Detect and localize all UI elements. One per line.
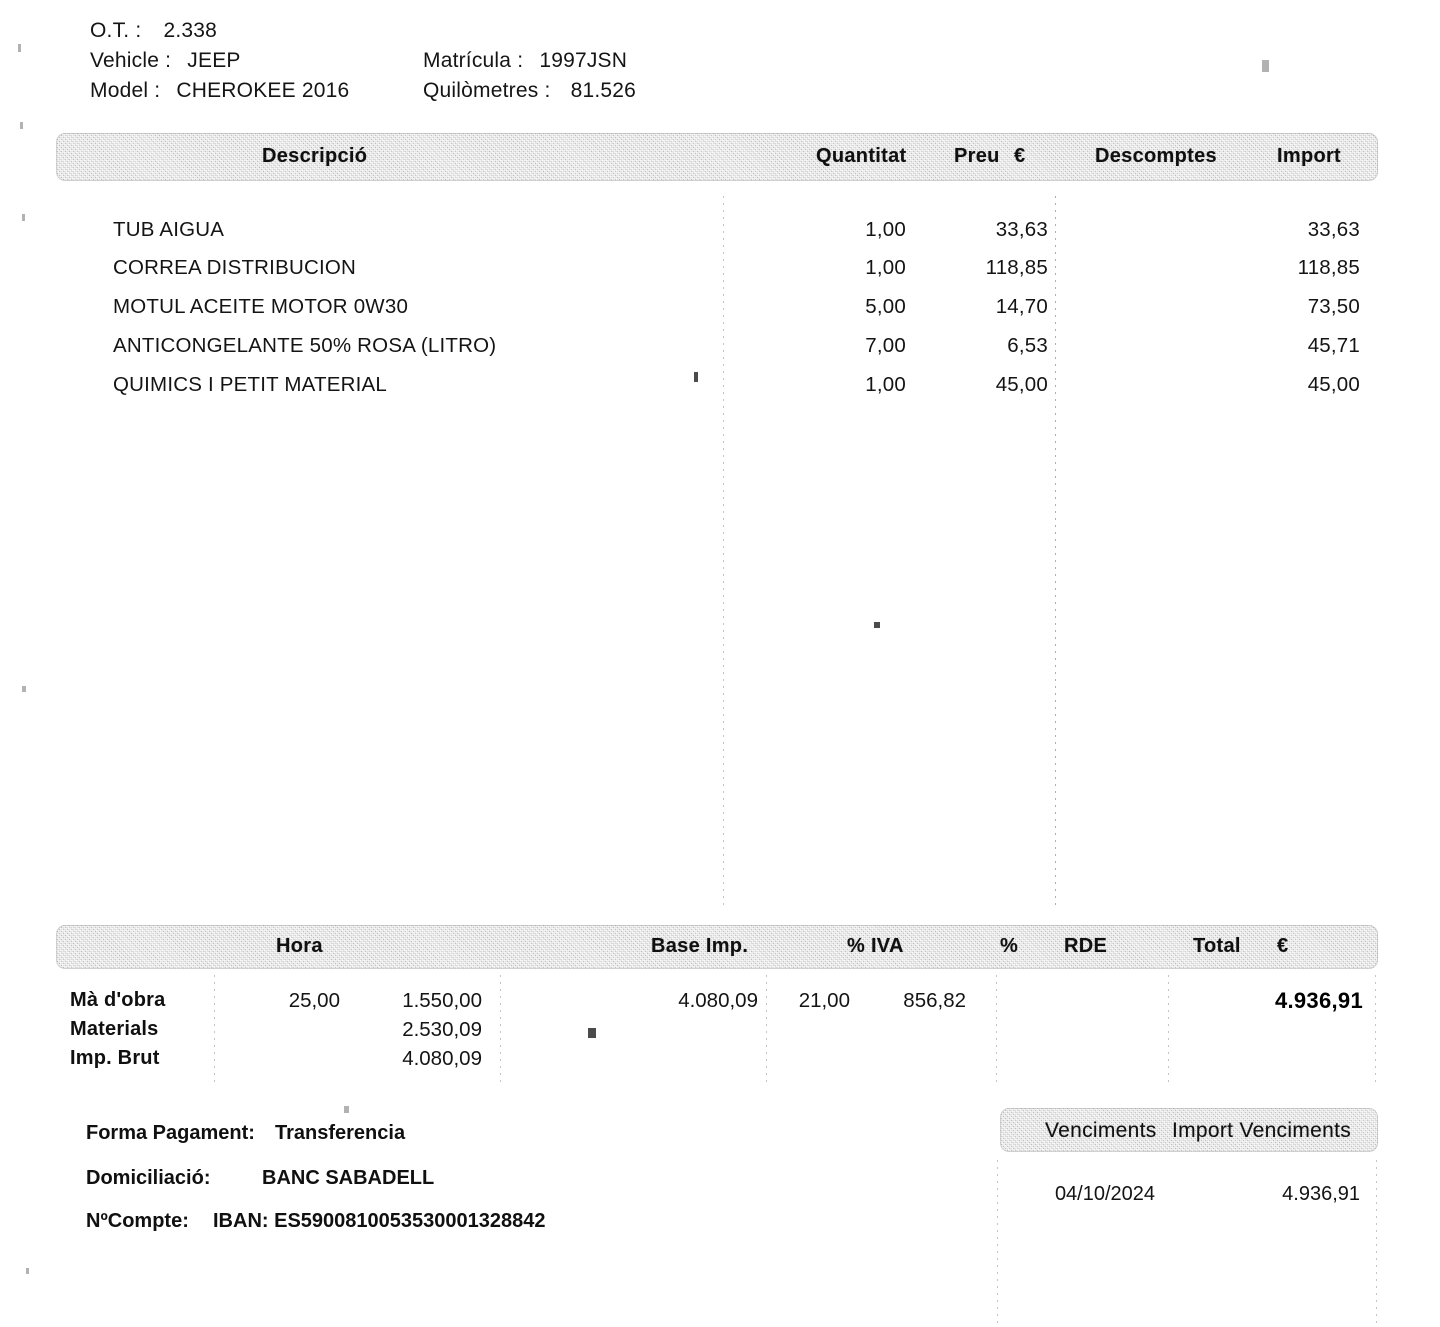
payment-bank-value: BANC SABADELL [262, 1167, 435, 1189]
venciments-guide-left [997, 1160, 998, 1327]
totals-guide-d [996, 975, 997, 1085]
scan-speck [344, 1106, 349, 1113]
payment-method-label: Forma Pagament: [86, 1122, 255, 1144]
scan-speck [22, 686, 26, 692]
gross-amount: 4.080,09 [402, 1047, 482, 1070]
model-value: CHEROKEE 2016 [176, 79, 350, 102]
iva-amount: 856,82 [903, 989, 966, 1012]
totals-guide-f [1375, 975, 1376, 1085]
item-description: QUIMICS I PETIT MATERIAL [113, 373, 387, 396]
payment-method-value: Transferencia [275, 1122, 406, 1144]
totals-guide-e [1168, 975, 1169, 1085]
venciment-date: 04/10/2024 [1054, 1183, 1156, 1205]
payment-account-value: IBAN: ES5900810053530001328842 [213, 1210, 546, 1232]
km-value: 81.526 [570, 79, 637, 102]
base-imponible: 4.080,09 [678, 989, 758, 1012]
scan-speck [694, 372, 698, 382]
item-description: CORREA DISTRIBUCION [113, 256, 356, 279]
item-price: 33,63 [995, 218, 1048, 241]
scan-speck [26, 1268, 29, 1274]
km-label: Quilòmetres : [423, 79, 551, 102]
materials-amount: 2.530,09 [402, 1018, 482, 1041]
item-price: 118,85 [985, 256, 1048, 279]
model-label: Model : [90, 79, 161, 102]
totals-guide-b [500, 975, 501, 1085]
item-quantity: 1,00 [865, 373, 906, 396]
column-guide-price [1055, 196, 1056, 908]
item-price: 45,00 [995, 373, 1048, 396]
item-amount: 118,85 [1297, 256, 1360, 279]
payment-account-label: NºCompte: [86, 1210, 189, 1232]
totals-guide-a [214, 975, 215, 1085]
scan-speck [18, 44, 21, 52]
items-header-descripcio: Descripció [262, 145, 368, 167]
totals-guide-c [766, 975, 767, 1085]
item-amount: 73,50 [1307, 295, 1360, 318]
plate-row [423, 49, 627, 73]
vehicle-row [90, 49, 241, 73]
venciments-guide-right [1376, 1160, 1377, 1327]
scan-speck [1262, 60, 1269, 72]
venciment-amount: 4.936,91 [1282, 1183, 1360, 1205]
totals-header-hora: Hora [276, 935, 323, 957]
item-description: MOTUL ACEITE MOTOR 0W30 [113, 295, 409, 318]
totals-header-currency: € [1277, 935, 1289, 957]
item-amount: 45,71 [1307, 334, 1360, 357]
item-amount: 45,00 [1307, 373, 1360, 396]
item-quantity: 7,00 [865, 334, 906, 357]
ot-value: 2.338 [163, 19, 218, 42]
totals-header-pct-iva: % IVA [847, 935, 904, 957]
vehicle-label: Vehicle : [90, 49, 172, 72]
vehicle-value: JEEP [187, 49, 241, 72]
iva-rate: 21,00 [798, 989, 850, 1012]
payment-bank-label: Domiciliació: [86, 1167, 211, 1189]
model-row [90, 79, 349, 103]
item-price: 6,53 [1007, 334, 1048, 357]
item-quantity: 5,00 [865, 295, 906, 318]
item-amount: 33,63 [1307, 218, 1360, 241]
ot-label: O.T. : [90, 19, 142, 42]
items-header-descomptes: Descomptes [1095, 145, 1217, 167]
venciments-header-date: Venciments [1045, 1119, 1157, 1142]
totals-header-pct: % [1000, 935, 1019, 957]
item-description: ANTICONGELANTE 50% ROSA (LITRO) [113, 334, 497, 357]
column-guide-quantity [723, 196, 724, 908]
labour-label: Mà d'obra [70, 989, 166, 1011]
item-price: 14,70 [995, 295, 1048, 318]
items-header-quantitat: Quantitat [816, 145, 907, 167]
scan-speck [588, 1028, 596, 1038]
totals-header-rde: RDE [1064, 935, 1108, 957]
labour-amount: 1.550,00 [402, 989, 482, 1012]
items-header-import: Import [1277, 145, 1342, 167]
ot-row [90, 19, 217, 43]
item-description: TUB AIGUA [113, 218, 225, 241]
plate-label: Matrícula : [423, 49, 524, 72]
item-quantity: 1,00 [865, 218, 906, 241]
totals-header-total: Total [1193, 935, 1241, 957]
item-quantity: 1,00 [865, 256, 906, 279]
gross-label: Imp. Brut [70, 1047, 160, 1069]
scan-speck [874, 622, 880, 628]
labour-hours: 25,00 [288, 989, 340, 1012]
items-header-currency: € [1014, 145, 1026, 167]
totals-header-base: Base Imp. [651, 935, 749, 957]
scan-speck [22, 214, 25, 221]
materials-label: Materials [70, 1018, 159, 1040]
venciments-header-amount: Import Venciments [1172, 1119, 1352, 1142]
km-row [423, 79, 636, 103]
plate-value: 1997JSN [539, 49, 628, 72]
items-header-preu: Preu [954, 145, 1000, 167]
scan-speck [20, 122, 23, 129]
grand-total: 4.936,91 [1274, 988, 1363, 1013]
